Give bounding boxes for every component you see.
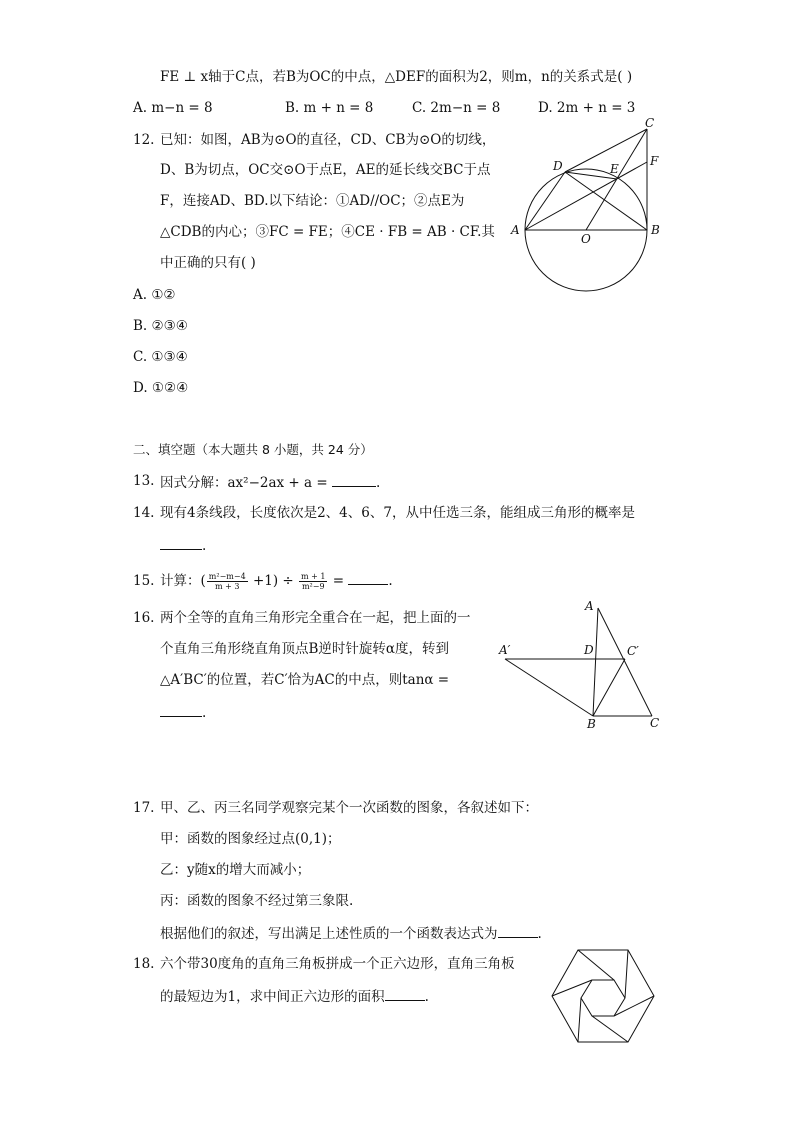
label-c: C xyxy=(645,116,655,130)
q13-text: 因式分解：ax²−2ax + a = xyxy=(160,475,328,491)
q17-line-1: 甲、乙、丙三名同学观察完某个一次函数的图象，各叙述如下： xyxy=(160,800,538,816)
triangle-edge-4 xyxy=(592,1016,628,1042)
q14-end: . xyxy=(202,538,207,554)
q12-line-2: D、B为切点，OC交⊙O于点E，AE的延长线交BC于点 xyxy=(160,162,491,178)
q16-number: 16. xyxy=(133,610,155,626)
q16-line-1: 两个全等的直角三角形完全重合在一起，把上面的一 xyxy=(160,610,471,626)
q15-answer-blank[interactable] xyxy=(348,570,388,585)
q14-number: 14. xyxy=(133,505,155,521)
q11-option-d: D. 2m + n = 3 xyxy=(538,100,636,116)
q15-fraction-1 xyxy=(207,572,248,591)
q17-end: . xyxy=(537,926,542,942)
label-b: B xyxy=(651,223,660,237)
q12-option-d: D. ①②④ xyxy=(133,380,189,396)
q13-answer-blank[interactable] xyxy=(332,472,376,487)
q12-circle-figure xyxy=(505,115,675,295)
q12-option-b: B. ②③④ xyxy=(133,318,188,334)
q15-eq: = xyxy=(328,573,345,589)
segment-ab xyxy=(593,608,598,716)
q11-option-a: A. m−n = 8 xyxy=(133,100,213,116)
q17-number: 17. xyxy=(133,800,155,816)
section-2-title: 二、填空题（本大题共 8 小题，共 24 分） xyxy=(133,442,373,457)
q13-line xyxy=(160,472,380,492)
segment-ac xyxy=(598,608,652,716)
label-c: C xyxy=(650,716,660,730)
q17-answer-blank[interactable] xyxy=(498,923,538,938)
q15-line xyxy=(160,566,393,596)
segment-af xyxy=(525,162,647,230)
label-e: E xyxy=(610,162,619,176)
q12-option-a: A. ①② xyxy=(133,287,176,303)
q15-frac2-num: m + 1 xyxy=(301,572,326,581)
q12-line-5: 中正确的只有( ) xyxy=(160,255,256,271)
q16-triangle-figure xyxy=(495,598,675,733)
q17-line-2: 甲：函数的图象经过点(0,1)； xyxy=(160,831,341,847)
q13-end: . xyxy=(375,475,381,491)
label-d: D xyxy=(584,643,594,657)
q18-hexagon-figure xyxy=(548,946,658,1050)
q15-frac1-den: m + 3 xyxy=(214,582,240,591)
q12-option-c: C. ①③④ xyxy=(133,349,188,365)
tangent-cd xyxy=(565,129,647,172)
label-a-prime: A′ xyxy=(499,643,511,657)
inner-hexagon xyxy=(581,980,625,1016)
q17-line-3: 乙：y随x的增大而减小； xyxy=(160,862,311,878)
label-b: B xyxy=(587,717,596,731)
q12-line-4: △CDB的内心；③FC = FE；④CE · FB = AB · CF.其 xyxy=(160,224,495,240)
label-a: A xyxy=(585,599,594,613)
q15-frac2-den: m²−9 xyxy=(301,582,325,591)
q18-answer-blank[interactable] xyxy=(385,986,425,1001)
triangle-edge-6 xyxy=(552,980,592,996)
segment-a1b xyxy=(505,659,593,716)
segment-bc1 xyxy=(593,659,625,716)
q11-option-c: C. 2m−n = 8 xyxy=(412,100,501,116)
q14-answer-blank[interactable] xyxy=(160,535,202,550)
q15-frac1-num: m²−m−4 xyxy=(208,572,246,581)
label-d: D xyxy=(553,159,563,173)
triangle-edge-2 xyxy=(625,950,628,998)
q17-line-4: 丙：函数的图象不经过第三象限. xyxy=(160,893,354,909)
q16-answer-blank[interactable] xyxy=(160,702,202,717)
label-f: F xyxy=(650,154,659,168)
q15-end: . xyxy=(388,573,393,589)
triangle-edge-1 xyxy=(578,950,614,980)
q15-prefix: 计算：( xyxy=(160,573,206,589)
q11-option-b: B. m + n = 8 xyxy=(285,100,374,116)
q16-line-4 xyxy=(160,702,206,722)
outer-hexagon xyxy=(552,950,654,1042)
q17-text: 根据他们的叙述，写出满足上述性质的一个函数表达式为 xyxy=(160,926,498,942)
q16-line-2: 个直角三角形绕直角顶点B逆时针旋转α度，转到 xyxy=(160,641,450,657)
q16-line-3: △A′BC′的位置，若C′恰为AC的中点，则tanα = xyxy=(160,672,450,688)
q18-end: . xyxy=(424,989,429,1005)
q18-number: 18. xyxy=(133,956,155,972)
q11-line: FE ⊥ x轴于C点，若B为OC的中点，△DEF的面积为2，则m，n的关系式是( ) xyxy=(160,69,633,85)
q15-number: 15. xyxy=(133,573,155,589)
q15-mid: +1) ÷ xyxy=(248,573,299,589)
q14-line-1: 现有4条线段，长度依次是2、4、6、7，从中任选三条，能组成三角形的概率是 xyxy=(160,505,635,521)
q12-line-3: F，连接AD、BD.以下结论：①AD//OC；②点E为 xyxy=(160,193,465,209)
q12-number: 12. xyxy=(133,132,155,148)
triangle-edge-5 xyxy=(578,998,581,1042)
q17-line-5 xyxy=(160,923,542,943)
label-o: O xyxy=(581,232,591,246)
label-c-prime: C′ xyxy=(627,644,639,658)
segment-ad xyxy=(525,172,565,230)
q15-fraction-2 xyxy=(299,572,327,591)
q12-line-1: 已知：如图，AB为⊙O的直径，CD、CB为⊙O的切线， xyxy=(160,132,496,148)
q18-line-1: 六个带30度角的直角三角板拼成一个正六边形，直角三角板 xyxy=(160,956,515,972)
label-a: A xyxy=(511,223,520,237)
q13-number: 13. xyxy=(133,473,155,489)
q16-end: . xyxy=(202,705,207,721)
q18-line-2 xyxy=(160,986,429,1006)
q18-text: 的最短边为1，求中间正六边形的面积 xyxy=(160,989,385,1005)
q14-line-2 xyxy=(160,535,206,555)
